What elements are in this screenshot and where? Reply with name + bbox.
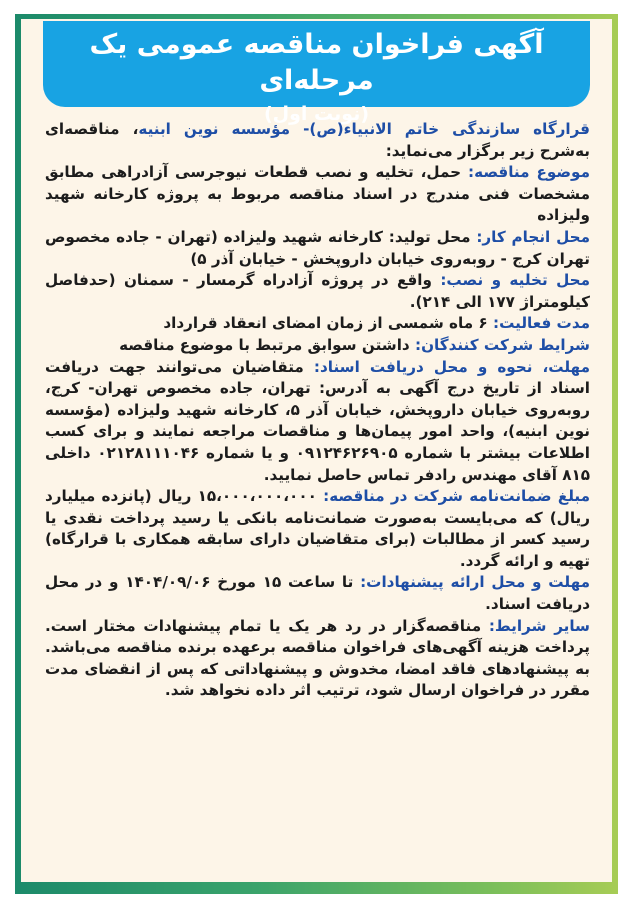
section-text: داشتن سوابق مرتبط با موضوع مناقصه xyxy=(119,335,415,354)
section-other-conditions xyxy=(45,616,590,702)
section-label: محل تخلیه و نصب: xyxy=(440,271,590,290)
intro-paragraph xyxy=(45,119,590,162)
section-text: تا ساعت ۱۵ مورخ ۱۴۰۴/۰۹/۰۶ و در محل دریافت اسناد. xyxy=(45,573,590,614)
section-duration xyxy=(45,313,590,335)
section-label: مهلت، نحوه و محل دریافت اسناد: xyxy=(313,357,590,376)
ad-frame xyxy=(15,14,618,894)
intro-text: ، مناقصه‌ای به‌شرح زیر برگزار می‌نماید: xyxy=(45,120,590,160)
section-submission-deadline xyxy=(45,572,590,615)
section-text: واقع در پروژه آزادراه گرمسار - سمنان (حدفاصل کیلومتراژ ۱۷۷ الی ۲۱۴). xyxy=(45,271,590,311)
section-text: مناقصه‌گزار در رد هر یک یا تمام پیشنهادات مختار است. پرداخت هزینه آگهی‌های فراخوان مناقصه برعهده برنده مناقصه می‌باشد. به پیشنهادهای فاقد امضا، مخدوش و پیشنهاداتی که پس از انقضای مدت مقرر در فراخوان ارسال شود، ترتیب اثر داده نخواهد شد. xyxy=(45,616,590,700)
ad-title: آگهی فراخوان مناقصه عمومی یک مرحله‌ای xyxy=(89,29,544,96)
section-text: محل تولید: کارخانه شهید ولیزاده (تهران - جاده مخصوص تهران کرج - روبه‌روی خیابان داروپخش - خیابان آذر ۵) xyxy=(45,227,590,268)
section-tender-subject xyxy=(45,162,590,227)
section-label: شرایط شرکت کنندگان: xyxy=(415,335,590,354)
organization-name: قرارگاه سازندگی خاتم الانبیاء(ص)- مؤسسه نوین ابنیه xyxy=(138,120,590,138)
ad-text xyxy=(45,119,590,702)
ad-subtitle: (نوبت اول) xyxy=(263,103,370,125)
section-label: محل انجام کار: xyxy=(476,227,590,246)
section-guarantee xyxy=(45,486,590,572)
section-label: مبلغ ضمانت‌نامه شرکت در مناقصه: xyxy=(323,487,591,506)
section-label: مدت فعالیت: xyxy=(493,314,590,333)
section-text: ۱۵،۰۰۰،۰۰۰،۰۰۰ ریال (پانزده میلیارد ریال) که می‌بایست به‌صورت ضمانت‌نامه بانکی یا رسید پرداخت نقدی یا رسید کسر از مطالبات (برای متقاضیان دارای سابقه همکاری با قرارگاه) تهیه و ارائه گردد. xyxy=(45,487,590,570)
section-text: متقاضیان می‌توانند جهت دریافت اسناد از تاریخ درج آگهی به آدرس: تهران، جاده مخصوص تهران- کرج، روبه‌روی خیابان داروپخش، خیابان آذر ۵، کارخانه شهید ولیزاده (مؤسسه نوین ابنیه)، واحد امور پیمان‌ها و مناقصات مراجعه نمایند و برای کسب اطلاعات بیشتر با شماره ۰۹۱۲۴۶۲۶۹۰۵ و یا شماره ۰۲۱۲۸۱۱۱۰۴۶ داخلی ۸۱۵ آقای مهندس رادفر تماس حاصل نمایید. xyxy=(45,357,590,484)
ad-body xyxy=(21,19,612,882)
section-label: موضوع مناقصه: xyxy=(468,163,590,182)
section-label: مهلت و محل ارائه پیشنهادات: xyxy=(360,573,590,592)
ad-header xyxy=(43,21,590,125)
section-install-location xyxy=(45,270,590,313)
section-work-location xyxy=(45,227,590,270)
section-text: ۶ ماه شمسی از زمان امضای انعقاد قرارداد xyxy=(163,314,493,333)
section-participant-conditions xyxy=(45,335,590,357)
section-text: حمل، تخلیه و نصب قطعات نیوجرسی آزادراهی مطابق مشخصات فنی مندرج در اسناد مناقصه مربوط به پروژه کارخانه شهید ولیزاده xyxy=(45,163,590,225)
section-label: سایر شرایط: xyxy=(488,616,590,635)
section-document-receipt xyxy=(45,357,590,487)
